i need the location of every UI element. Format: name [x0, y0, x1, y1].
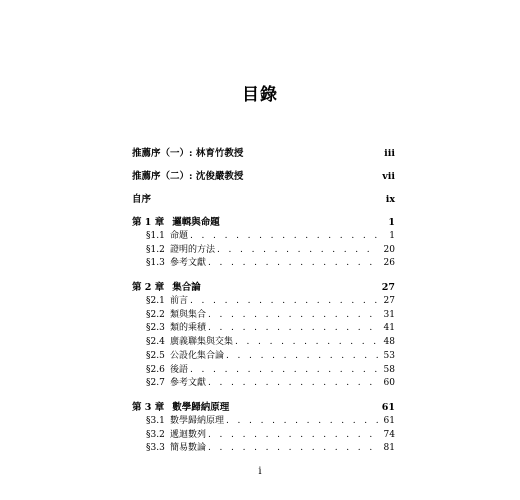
toc-section-row[interactable]: [132, 336, 395, 350]
section-page: 81: [383, 443, 395, 454]
section-number: §3.3: [146, 443, 165, 454]
chapter-page: 1: [388, 217, 395, 228]
section-number: §2.3: [146, 323, 165, 334]
toc-chapter-2: [132, 281, 395, 391]
chapter-number: 第 1 章: [132, 217, 165, 228]
section-title: 參考文獻: [170, 258, 207, 269]
toc-section-row[interactable]: [132, 295, 395, 309]
section-number: §2.4: [146, 337, 165, 348]
section-page: 1: [389, 231, 395, 241]
toc-section-row[interactable]: [132, 322, 395, 336]
toc-entry-label: 推薦序（一）: 林育竹教授: [132, 148, 244, 159]
toc-entry-page: iii: [384, 148, 395, 159]
toc-section-row[interactable]: [132, 429, 395, 443]
section-page: 48: [383, 337, 395, 348]
section-number: §2.6: [146, 364, 165, 375]
toc-section-row[interactable]: [132, 230, 395, 244]
section-number: §2.1: [146, 296, 165, 307]
section-title: 前言: [170, 296, 189, 307]
dot-leader: [208, 322, 379, 336]
section-title: 遞迴數列: [170, 429, 207, 440]
section-title: 參考文獻: [170, 378, 207, 389]
chapter-heading[interactable]: [132, 401, 395, 415]
chapter-number: 第 2 章: [132, 282, 165, 294]
section-title: 類與集合: [170, 309, 207, 320]
section-page: 26: [383, 258, 395, 269]
toc-section-row[interactable]: [132, 364, 395, 378]
page-title: 目錄: [242, 85, 278, 105]
section-page: 41: [383, 323, 395, 334]
section-page: 20: [383, 244, 395, 255]
toc-section-row[interactable]: [132, 442, 395, 456]
dot-leader: [190, 230, 379, 244]
toc-section-row[interactable]: [132, 415, 395, 429]
section-title: 簡易數論: [170, 443, 207, 454]
toc-entry-page: ix: [385, 194, 395, 205]
chapter-title: 集合論: [172, 282, 201, 294]
toc-entry-foreword-2[interactable]: [132, 170, 395, 184]
section-page: 74: [383, 429, 395, 440]
toc-entry-foreword-1[interactable]: [132, 147, 395, 161]
dot-leader: [208, 442, 379, 456]
section-title: 類的乘積: [170, 323, 207, 334]
section-number: §2.5: [146, 350, 165, 361]
toc-chapter-3: [132, 401, 395, 456]
dot-leader: [226, 415, 379, 429]
chapter-heading[interactable]: [132, 281, 395, 295]
section-number: §3.2: [146, 429, 165, 440]
section-title: 後語: [170, 364, 189, 375]
dot-leader: [208, 309, 379, 323]
chapter-number: 第 3 章: [132, 401, 165, 413]
toc-section-row[interactable]: [132, 309, 395, 323]
toc-entry-page: vii: [382, 171, 395, 182]
section-title: 證明的方法: [170, 244, 216, 255]
section-page: 58: [383, 364, 395, 375]
section-page: 31: [383, 309, 395, 320]
chapter-title: 邏輯與命題: [172, 217, 220, 228]
section-number: §2.2: [146, 309, 165, 320]
toc-section-row[interactable]: [132, 350, 395, 364]
dot-leader: [235, 336, 379, 350]
toc-section-row[interactable]: [132, 244, 395, 258]
toc-entry-label: 推薦序（二）: 沈俊嚴教授: [132, 171, 244, 182]
section-title: 公設化集合論: [170, 350, 225, 361]
section-number: §1.2: [146, 244, 165, 255]
section-page: 27: [383, 296, 395, 307]
dot-leader: [217, 244, 379, 258]
section-page: 53: [383, 350, 395, 361]
dot-leader: [208, 429, 379, 443]
toc-entry-label: 自序: [132, 194, 152, 205]
section-page: 60: [383, 378, 395, 389]
chapter-title: 數學歸納原理: [172, 401, 230, 413]
dot-leader: [190, 295, 379, 309]
dot-leader: [226, 350, 379, 364]
section-page: 61: [383, 415, 395, 426]
section-number: §3.1: [146, 415, 165, 426]
section-title: 廣義聯集與交集: [170, 337, 234, 348]
toc-entry-preface[interactable]: [132, 193, 395, 207]
section-title: 命題: [170, 231, 189, 241]
dot-leader: [190, 364, 379, 378]
toc-section-row[interactable]: [132, 257, 395, 271]
chapter-page: 27: [381, 282, 395, 294]
table-of-contents: [132, 147, 395, 466]
toc-section-row[interactable]: [132, 377, 395, 391]
dot-leader: [208, 257, 379, 271]
section-title: 數學歸納原理: [170, 415, 225, 426]
section-number: §1.3: [146, 258, 165, 269]
toc-chapter-1: [132, 216, 395, 271]
section-number: §1.1: [146, 231, 165, 241]
chapter-heading[interactable]: [132, 216, 395, 230]
chapter-page: 61: [381, 401, 395, 413]
dot-leader: [208, 377, 379, 391]
page-number: i: [258, 466, 262, 477]
section-number: §2.7: [146, 378, 165, 389]
